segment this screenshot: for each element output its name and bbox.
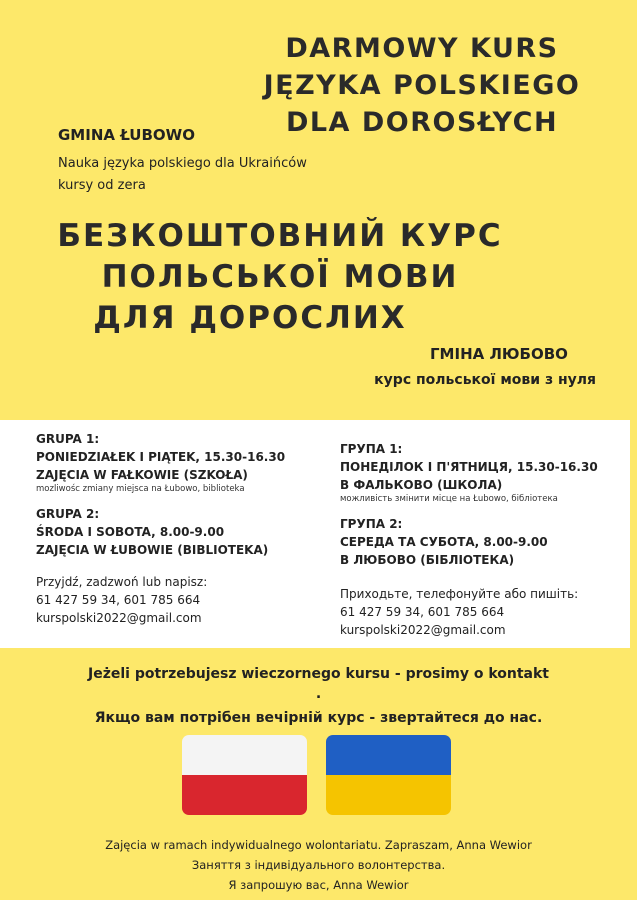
gmina-ukrainian: ГМІНА ЛЮБОВО [430, 345, 568, 363]
evening-course-ukrainian: Якщо вам потрібен вечірній курс - звертайтеся до нас. [94, 710, 543, 726]
group2-title: ГРУПА 2: [340, 517, 403, 531]
group1-note: можливість змінити місце на Łubowo, бібліотека [340, 494, 558, 504]
separator-dot: . [315, 686, 322, 702]
group1-days: ПОНЕДІЛОК І П'ЯТНИЦЯ, 15.30-16.30 [340, 460, 598, 474]
phone-numbers[interactable]: 61 427 59 34, 601 785 664 [36, 593, 201, 607]
title-pl-line: JĘZYKA POLSKIEGO [263, 70, 581, 101]
contact-prompt: Przyjdź, zadzwoń lub napisz: [36, 575, 208, 589]
group2-days: СЕРЕДА ТА СУБОТА, 8.00-9.00 [340, 535, 548, 549]
group1-days: PONIEDZIAŁEK I PIĄTEK, 15.30-16.30 [36, 450, 286, 464]
group1-title: GRUPA 1: [36, 432, 100, 446]
title-ua-line: ПОЛЬСЬКОЇ МОВИ [101, 259, 459, 295]
subtitle-polish [58, 153, 307, 197]
subtitle-ukrainian: курс польської мови з нуля [374, 372, 596, 388]
group2-place: ZAJĘCIA W ŁUBOWIE (BIBLIOTEKA) [36, 543, 269, 557]
subtitle-pl-line: kursy od zera [58, 178, 146, 193]
flag-stripe-white [182, 735, 307, 775]
gmina-polish: GMINA ŁUBOWO [58, 126, 195, 144]
email-address[interactable]: kurspolski2022@gmail.com [340, 623, 506, 637]
group2-place: В ЛЮБОВО (БІБЛІОТЕКА) [340, 553, 515, 567]
flag-stripe-red [182, 775, 307, 815]
title-pl-line: DLA DOROSŁYCH [285, 107, 559, 138]
contact-prompt: Приходьте, телефонуйте або пишіть: [340, 587, 579, 601]
footer-line: Заняття з індивідуального волонтерства. [191, 858, 446, 872]
group1-title: ГРУПА 1: [340, 442, 403, 456]
evening-course-polish: Jeżeli potrzebujesz wieczornego kursu - prosimy o kontakt [88, 666, 549, 682]
flag-stripe-yellow [326, 775, 451, 815]
group2-title: GRUPA 2: [36, 507, 100, 521]
flag-stripe-blue [326, 735, 451, 775]
title-ua-line: БЕЗКОШТОВНИЙ КУРС [57, 218, 503, 254]
title-pl-line: DARMOWY KURS [285, 33, 559, 64]
group2-days: ŚRODA I SOBOTA, 8.00-9.00 [36, 525, 225, 539]
email-address[interactable]: kurspolski2022@gmail.com [36, 611, 202, 625]
group1-note: mozliwośc zmiany miejsca na Łubowo, biblioteka [36, 484, 245, 494]
ukraine-flag-icon [326, 735, 451, 815]
schedule-ukrainian [340, 440, 620, 639]
group1-place: ZAJĘCIA W FAŁKOWIE (SZKOŁA) [36, 468, 248, 482]
footer-line: Zajęcia w ramach indywidualnego wolontariatu. Zapraszam, Anna Wewior [105, 838, 532, 852]
subtitle-pl-line: Nauka języka polskiego dla Ukraińców [58, 156, 307, 171]
schedule-polish [36, 430, 306, 627]
group1-place: В ФАЛЬКОВО (ШКОЛА) [340, 478, 503, 492]
schedule-panel [0, 420, 630, 648]
volunteer-note [0, 835, 637, 895]
phone-numbers[interactable]: 61 427 59 34, 601 785 664 [340, 605, 505, 619]
poland-flag-icon [182, 735, 307, 815]
title-polish [232, 30, 612, 141]
title-ukrainian [20, 216, 540, 339]
footer-line: Я запрошую вас, Anna Wewior [228, 878, 409, 892]
title-ua-line: ДЛЯ ДОРОСЛИХ [93, 300, 407, 336]
